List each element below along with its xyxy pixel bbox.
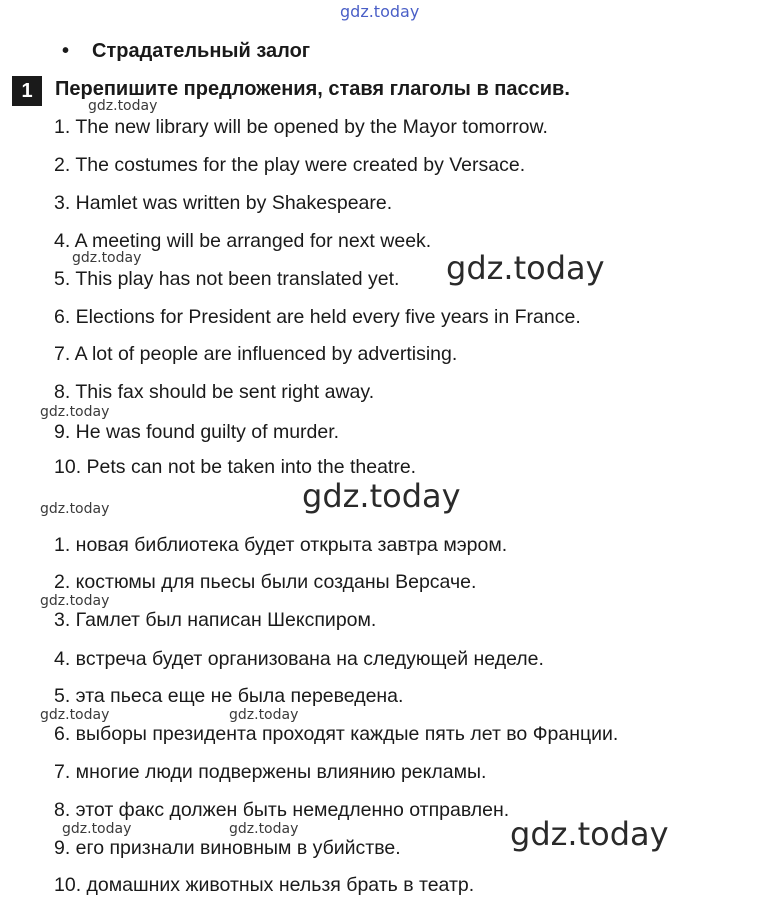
russian-sentence-3: 3. Гамлет был написан Шекспиром.	[54, 609, 377, 631]
english-sentence-3: 3. Hamlet was written by Shakespeare.	[54, 192, 393, 214]
russian-sentence-8: 8. этот факс должен быть немедленно отправлен.	[54, 799, 510, 821]
russian-sentence-4: 4. встреча будет организована на следующей неделе.	[54, 648, 544, 670]
watermark: gdz.today	[510, 815, 669, 853]
russian-sentence-9: 9. его признали виновным в убийстве.	[54, 837, 401, 859]
task-title: Перепишите предложения, ставя глаголы в пассив.	[55, 78, 570, 100]
section-heading-text: Страдательный залог	[92, 40, 311, 62]
english-sentence-1: 1. The new library will be opened by the Mayor tomorrow.	[54, 116, 548, 138]
section-heading	[62, 40, 310, 63]
watermark: gdz.today	[88, 98, 158, 114]
english-sentence-10: 10. Pets can not be taken into the theatre.	[54, 456, 417, 478]
russian-sentence-7: 7. многие люди подвержены влиянию рекламы.	[54, 761, 487, 783]
bullet-icon: •	[62, 40, 70, 62]
russian-sentence-1: 1. новая библиотека будет открыта завтра мэром.	[54, 534, 508, 556]
english-sentence-9: 9. He was found guilty of murder.	[54, 421, 340, 443]
russian-sentence-10: 10. домашних животных нельзя брать в театр.	[54, 874, 475, 896]
watermark: gdz.today	[40, 593, 110, 609]
english-sentence-5: 5. This play has not been translated yet.	[54, 268, 400, 290]
english-sentence-7: 7. A lot of people are influenced by advertising.	[54, 343, 458, 365]
watermark: gdz.today	[62, 821, 132, 837]
watermark: gdz.today	[40, 404, 110, 420]
watermark-top: gdz.today	[340, 2, 420, 21]
english-sentence-2: 2. The costumes for the play were created by Versace.	[54, 154, 526, 176]
watermark: gdz.today	[302, 477, 461, 515]
russian-sentence-5: 5. эта пьеса еще не была переведена.	[54, 685, 404, 707]
watermark: gdz.today	[229, 707, 299, 723]
russian-sentence-2: 2. костюмы для пьесы были созданы Версаче.	[54, 571, 477, 593]
task-number-badge: 1	[12, 76, 42, 106]
watermark: gdz.today	[72, 250, 142, 266]
watermark: gdz.today	[446, 249, 605, 287]
watermark: gdz.today	[40, 501, 110, 517]
watermark: gdz.today	[40, 707, 110, 723]
english-sentence-8: 8. This fax should be sent right away.	[54, 381, 375, 403]
watermark: gdz.today	[229, 821, 299, 837]
russian-sentence-6: 6. выборы президента проходят каждые пять лет во Франции.	[54, 723, 619, 745]
english-sentence-6: 6. Elections for President are held every five years in France.	[54, 306, 581, 328]
english-sentence-4: 4. A meeting will be arranged for next week.	[54, 230, 432, 252]
